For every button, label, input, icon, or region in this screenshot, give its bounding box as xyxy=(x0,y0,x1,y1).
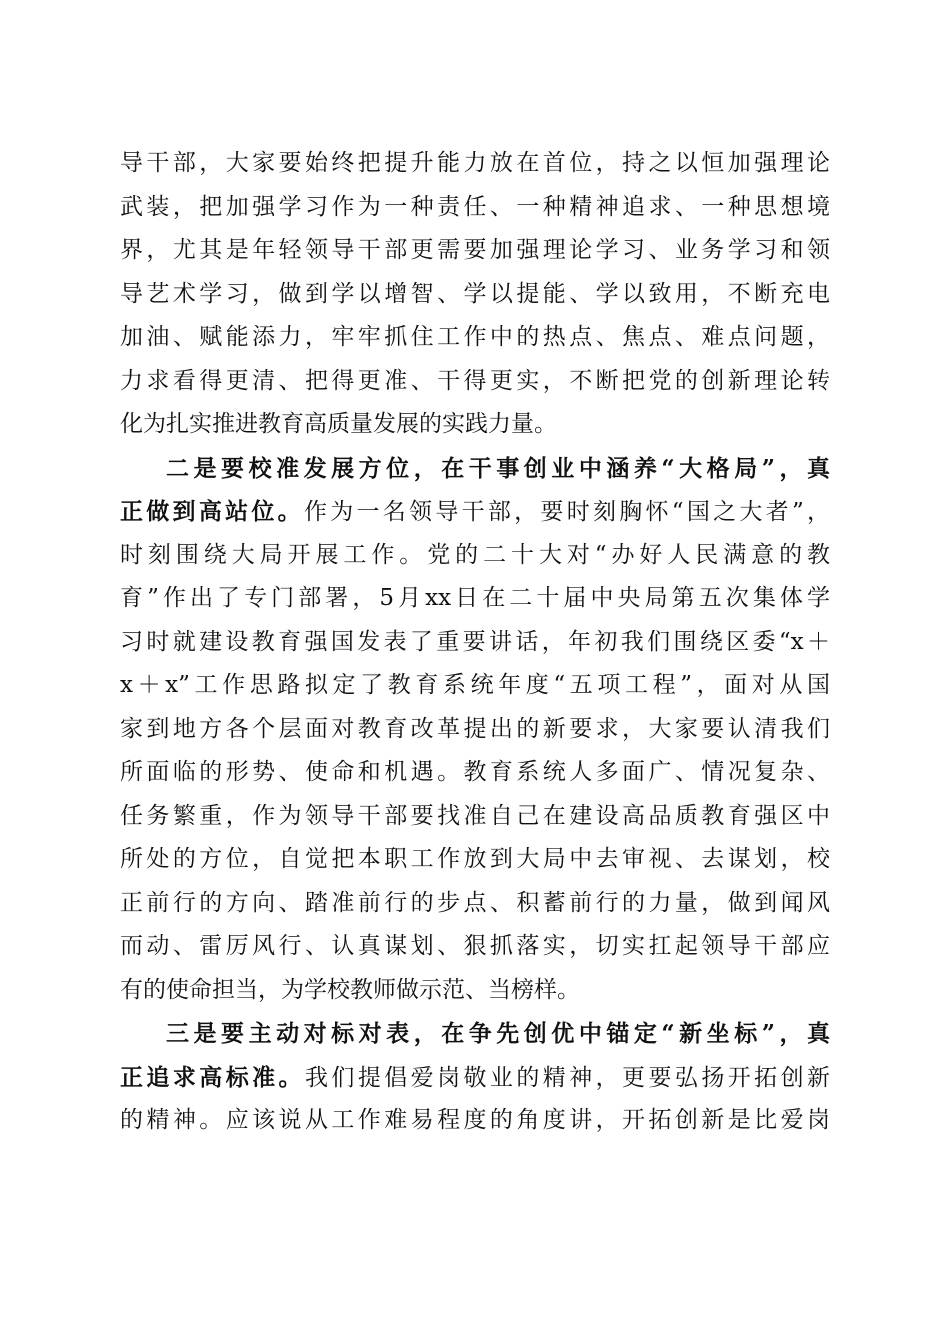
text-line: 习时就建设教育强国发表了重要讲话，年初我们围绕区委“x＋ xyxy=(120,628,830,655)
paragraph-heading-tail: 正做到高站位。 xyxy=(120,498,304,525)
paragraph-2 xyxy=(120,447,830,1013)
paragraph-heading: 三是要主动对标对表，在争先创优中锚定“新坐标”，真 xyxy=(166,1020,830,1047)
text-line: 任务繁重，作为领导干部要找准自己在建设高品质教育强区中 xyxy=(120,802,830,829)
text-line: 所处的方位，自觉把本职工作放到大局中去审视、去谋划，校 xyxy=(120,846,830,872)
paragraph-1 xyxy=(120,142,830,447)
text-run: 作为一名领导干部，要时刻胸怀“国之大者”， xyxy=(303,499,830,525)
paragraph-heading-tail: 正追求高标准。 xyxy=(120,1063,305,1091)
paragraph-heading: 二是要校准发展方位，在干事创业中涵养“大格局”，真 xyxy=(166,454,830,482)
text-line xyxy=(120,1056,830,1100)
text-line: 武装，把加强学习作为一种责任、一种精神追求、一种思想境 xyxy=(120,193,830,220)
text-line: 导干部，大家要始终把提升能力放在首位，持之以恒加强理论 xyxy=(120,150,830,176)
text-line: 育”作出了专门部署，5月xx日在二十届中央局第五次集体学 xyxy=(120,585,830,611)
text-line: 正前行的方向、踏准前行的步点、积蓄前行的力量，做到闻风 xyxy=(120,889,830,916)
paragraph-3 xyxy=(120,1012,830,1143)
text-line: 的精神。应该说从工作难易程度的角度讲，开拓创新是比爱岗 xyxy=(120,1107,830,1133)
text-line: 化为扎实推进教育高质量发展的实践力量。 xyxy=(120,411,557,437)
text-line: 导艺术学习，做到学以增智、学以提能、学以致用，不断充电 xyxy=(120,280,830,307)
text-line: 家到地方各个层面对教育改革提出的新要求，大家要认清我们 xyxy=(120,715,830,742)
text-line: 界，尤其是年轻领导干部更需要加强理论学习、业务学习和领 xyxy=(120,237,830,263)
text-line: x＋x”工作思路拟定了教育系统年度“五项工程”，面对从国 xyxy=(120,672,830,698)
text-line: 加油、赋能添力，牢牢抓住工作中的热点、焦点、难点问题， xyxy=(120,324,830,350)
text-line: 有的使命担当，为学校教师做示范、当榜样。 xyxy=(120,976,580,1003)
text-line: 所面临的形势、使命和机遇。教育系统人多面广、情况复杂、 xyxy=(120,759,830,785)
text-line: 而动、雷厉风行、认真谋划、狠抓落实，切实扛起领导干部应 xyxy=(120,933,830,959)
text-line xyxy=(120,490,830,534)
text-run: 我们提倡爱岗敬业的精神，更要弘扬开拓创新 xyxy=(304,1064,831,1091)
text-line: 力求看得更清、把得更准、干得更实，不断把党的创新理论转 xyxy=(120,367,830,394)
document-body xyxy=(120,142,830,1143)
text-line: 时刻围绕大局开展工作。党的二十大对“办好人民满意的教 xyxy=(120,541,830,568)
